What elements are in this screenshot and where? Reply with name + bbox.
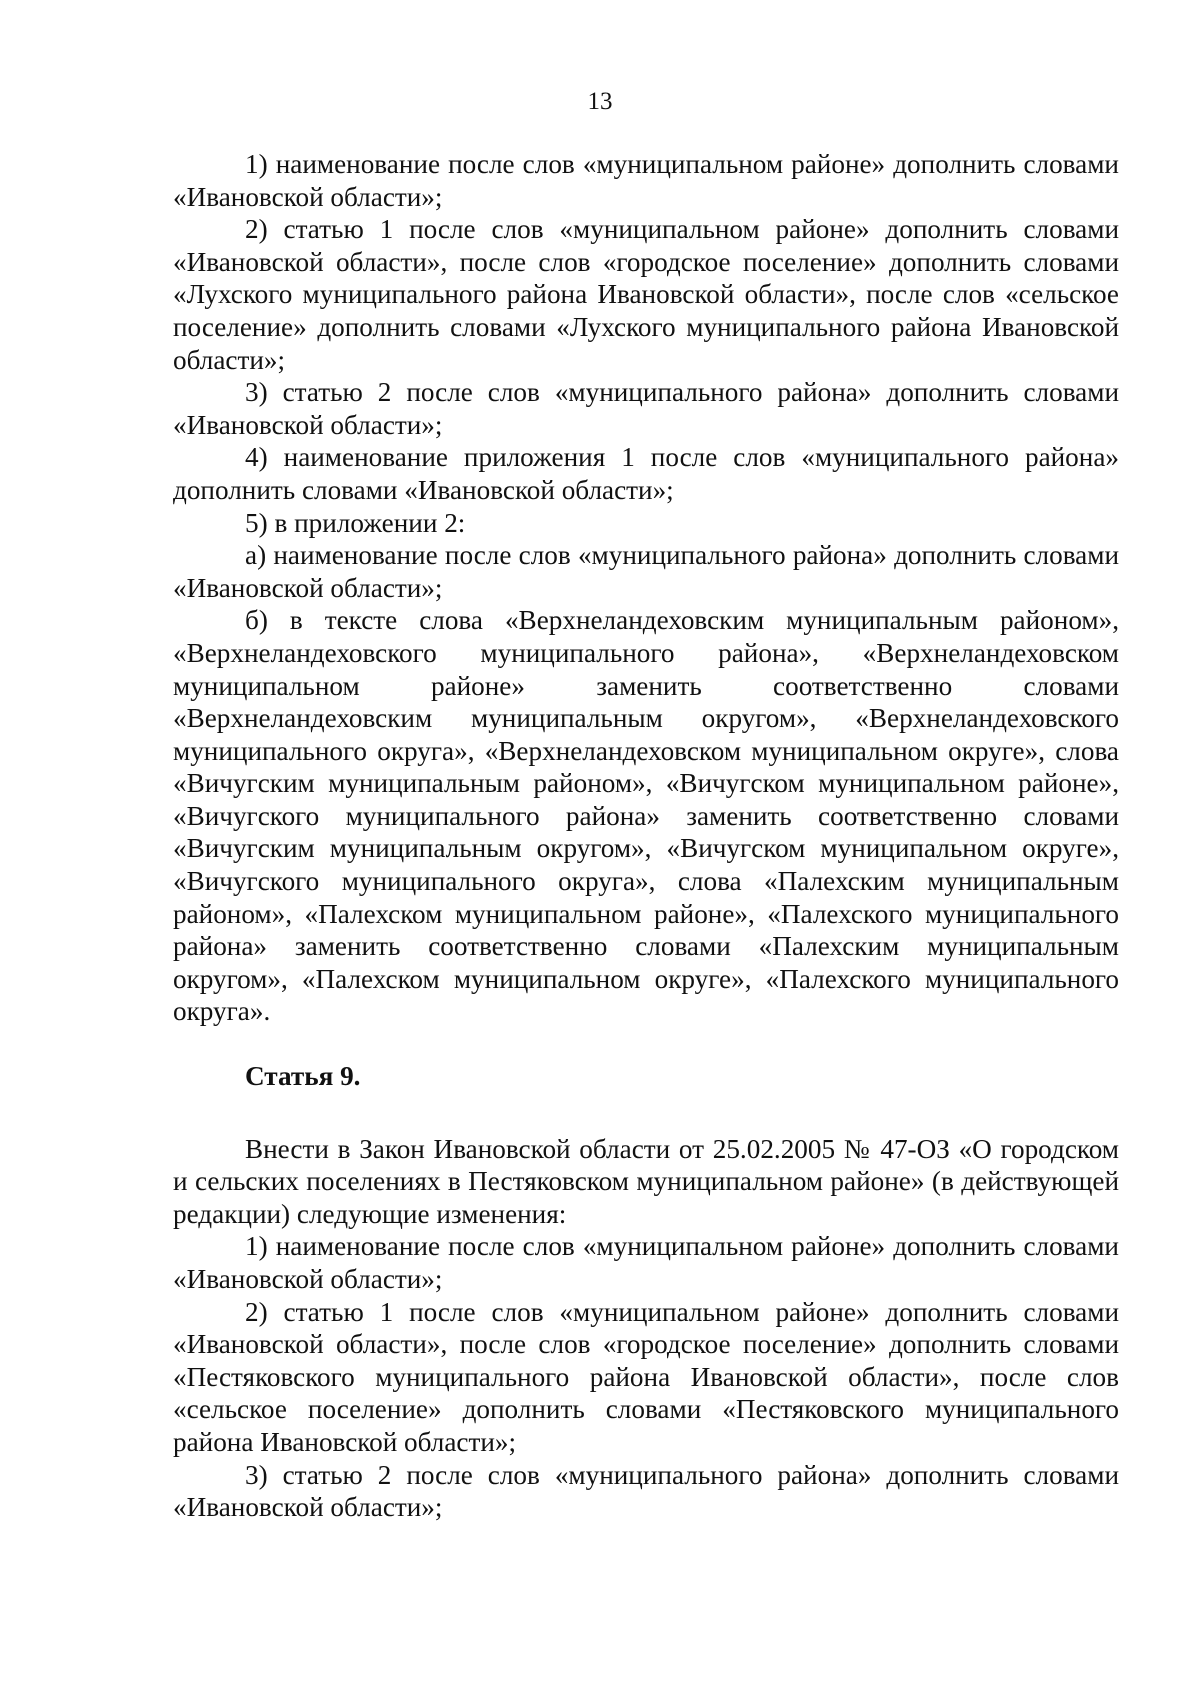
paragraph: 1) наименование после слов «муниципальном районе» дополнить словами «Ивановской области»;	[173, 1231, 1119, 1294]
paragraph: 1) наименование после слов «муниципальном районе» дополнить словами «Ивановской области»;	[173, 149, 1119, 212]
paragraph: а) наименование после слов «муниципального района» дополнить словами «Ивановской области»;	[173, 540, 1119, 603]
paragraph: Внести в Закон Ивановской области от 25.02.2005 № 47-ОЗ «О городском и сельских поселениях в Пестяковском муниципальном районе» (в действующей редакции) следующие изменения:	[173, 1133, 1119, 1229]
paragraph: 4) наименование приложения 1 после слов «муниципального района» дополнить словами «Ивановской области»;	[173, 442, 1119, 505]
paragraph: 5) в приложении 2:	[245, 507, 466, 538]
paragraph: б) в тексте слова «Верхнеландеховским муниципальным районом», «Верхнеландеховского муниципального района», «Верхнеландеховском муниципальном районе» заменить соответственно словами «Верхнеландеховским муниципальным округом», «Верхнеландеховского муниципального округа», «Верхнеландеховском муниципальном округе», слова «Вичугским муниципальным районом», «Вичугском муниципальном районе», «Вичугского муниципального района» заменить соответственно словами «Вичугским муниципальным округом», «Вичугском муниципальном округе», «Вичугского муниципального округа», слова «Палехским муниципальным районом», «Палехском муниципальном районе», «Палехского муниципального района» заменить соответственно словами «Палехским муниципальным округом», «Палехском муниципальном округе», «Палехского муниципального округа».	[173, 605, 1119, 1027]
article-9-body	[173, 1133, 1119, 1524]
paragraph: 2) статью 1 после слов «муниципальном районе» дополнить словами «Ивановской области», после слов «городское поселение» дополнить словами «Пестяковского муниципального района Ивановской области», после слов «сельское поселение» дополнить словами «Пестяковского муниципального района Ивановской области»;	[173, 1296, 1119, 1457]
page-number: 13	[587, 88, 613, 115]
article-heading: Статья 9.	[245, 1061, 361, 1092]
section-amendments	[173, 148, 1119, 1028]
paragraph: 3) статью 2 после слов «муниципального района» дополнить словами «Ивановской области»;	[173, 377, 1119, 440]
paragraph: 2) статью 1 после слов «муниципальном районе» дополнить словами «Ивановской области», после слов «городское поселение» дополнить словами «Лухского муниципального района Ивановской области», после слов «сельское поселение» дополнить словами «Лухского муниципального района Ивановской области»;	[173, 214, 1119, 375]
paragraph: 3) статью 2 после слов «муниципального района» дополнить словами «Ивановской области»;	[173, 1459, 1119, 1523]
document-body	[173, 148, 1119, 1524]
